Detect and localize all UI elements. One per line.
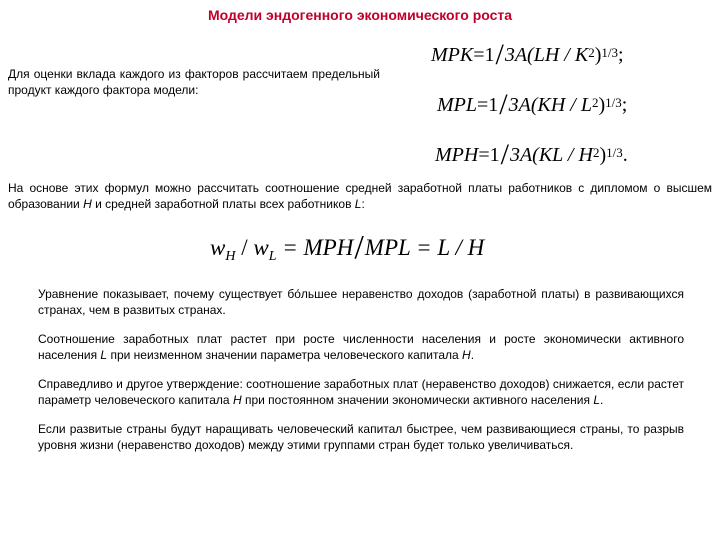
slide-title: Модели эндогенного экономического роста: [207, 7, 513, 23]
mpl-equation: $MPL=1/3A(KH / L^2)^{1/3}$;: [437, 88, 628, 121]
wage-ratio-equation: $w_H / w_L = MPH/MPL = L / H$: [210, 229, 485, 266]
intro-text: Для оценки вклада каждого из факторов рассчитаем предельный продукт каждого фактора модели:: [8, 67, 380, 97]
mph-equation: $MPH=1/3A(KL / H^2)^{1/3}$.: [435, 138, 628, 171]
wage-ratio-paragraph: На основе этих формул можно рассчитать соотношение средней заработной платы работников с дипломом о высшем образовании H и средней заработной платы всех работников L:: [8, 181, 712, 211]
conclusion-item: Соотношение заработных плат растет при росте численности населения и росте экономически активного населения L при неизменном значении параметра человеческого капитала H.: [38, 332, 684, 362]
conclusions-list: [38, 286, 684, 466]
mpk-equation: $MPK=1/3A(LH / K^2)^{1/3}$;: [431, 38, 624, 71]
conclusion-item: Справедливо и другое утверждение: соотношение заработных плат (неравенство доходов) снижается, если растет параметр человеческого капитала H при постоянном значении экономически активного населения L.: [38, 377, 684, 407]
conclusion-item: Если развитые страны будут наращивать человеческий капитал быстрее, чем развивающиеся страны, то разрыв уровня жизни (неравенство доходов) между этими группами стран будет только увеличиваться.: [38, 422, 684, 452]
conclusion-item: Уравнение показывает, почему существует бо́льшее неравенство доходов (заработной платы) в развивающихся странах, чем в развитых странах.: [38, 287, 684, 317]
